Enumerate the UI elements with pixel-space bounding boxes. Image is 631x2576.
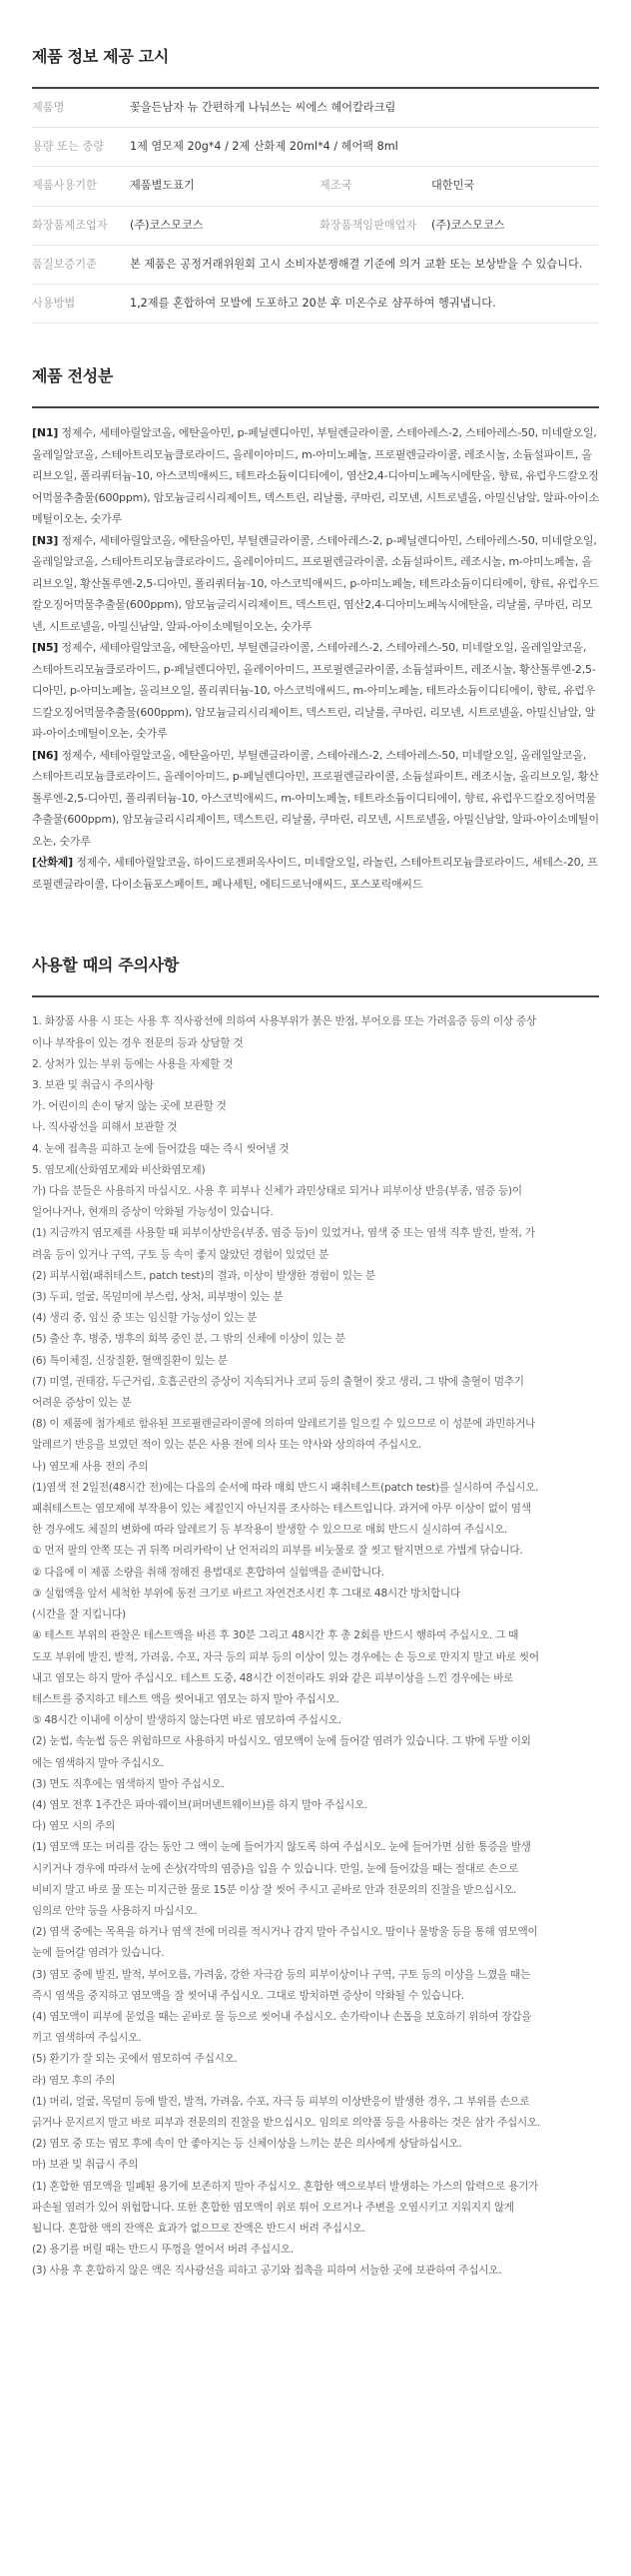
- caution-line: 가) 다음 분들은 사용하지 마십시오. 사용 후 피부나 신체가 과민상태로 되거나 피부이상 반응(부종, 염증 등)이: [32, 1185, 522, 1198]
- caution-line: 끼고 염색하여 주십시오.: [32, 2032, 142, 2045]
- info-label: 용량 또는 중량: [32, 128, 130, 167]
- caution-line: 나. 직사광선을 피해서 보관할 것: [32, 1121, 178, 1134]
- info-value: 1제 염모제 20g*4 / 2제 산화제 20ml*4 / 헤어팩 8ml: [130, 128, 599, 167]
- info-label: 화장품책임판매업자: [319, 206, 431, 245]
- ingredient-text: 정제수, 세테아릴알코올, 에탄올아민, 부틸렌글라이콜, 스테아레스-2, 스테아레스-50, 미네랄오일, 올레일알코올, 스테아트리모늄클로라이드, 올레이아미드, p-페닐렌디아민, 프로필렌글라이콜, 소듐설파이트, 레조시놀, 올리브오일, 황산톨루엔-2,5-디아민, 폴리쿼터늄-10, 아스코빅애씨드, m-아미노페놀, 테트라소듐이디티에이, 향료, 유럽우드칼오징어먹물추출물(600ppm), 암모늄글리시리제이트, 덱스트린, 리날룰, 쿠마린, 리모넨, 시트로넬올, 아밀신남알, 알파-아이소메틸이오논, 숫가루: [32, 748, 599, 848]
- info-label: 제조국: [319, 167, 431, 206]
- caution-line: 도포 부위에 발진, 발적, 가려움, 수포, 자극 등의 피부 등의 이상이 있는 경우에는 손 등으로 만지지 말고 바로 씻어: [32, 1650, 539, 1663]
- caution-line: (3) 두피, 얼굴, 목덜미에 부스럼, 상처, 피부병이 있는 분: [32, 1291, 284, 1304]
- caution-line: 테스트를 중지하고 테스트 액을 씻어내고 염모는 하지 말아 주십시오.: [32, 1692, 339, 1705]
- caution-line: 다) 염모 시의 주의: [32, 1820, 116, 1833]
- caution-line: 파손될 염려가 있어 위험합니다. 또한 혼합한 염모액이 위로 튀어 오르거나 주변을 오염시키고 지워지지 않게: [32, 2201, 514, 2214]
- caution-title: 사용할 때의 주의사항: [32, 956, 179, 975]
- ingredient-paragraph: [32, 745, 599, 853]
- caution-line: ② 다음에 이 제품 소량을 취해 정해진 용법대로 혼합하여 실험액을 준비합니다.: [32, 1566, 385, 1579]
- caution-line: 4. 눈에 접촉을 피하고 눈에 들어갔을 때는 즉시 씻어낼 것: [32, 1142, 290, 1155]
- info-row: [32, 88, 599, 128]
- ingredients-section: [32, 323, 599, 895]
- ingredient-tag: [N1]: [32, 426, 59, 440]
- caution-line: (1) 혼합한 염모액을 밀폐된 용기에 보존하지 말아 주십시오. 혼합한 액으로부터 발생하는 가스의 압력으로 용기가: [32, 2180, 539, 2193]
- caution-line: (7) 미열, 권태감, 두근거림, 호흡곤란의 증상이 지속되거나 코피 등의 출혈이 잦고 생리, 그 밖에 출혈이 멈추기: [32, 1375, 524, 1388]
- caution-line: 에는 염색하지 말아 주십시오.: [32, 1756, 165, 1769]
- caution-line: ⑤ 48시간 이내에 이상이 발생하지 않는다면 바로 염모하여 주십시오.: [32, 1714, 341, 1727]
- ingredient-paragraph: [32, 422, 599, 530]
- caution-line: 비비지 말고 바로 물 또는 미지근한 물로 15분 이상 잘 씻어 주시고 곧바로 안과 전문의의 진찰을 받으십시오.: [32, 1883, 517, 1896]
- caution-line: (1) 지금까지 염모제를 사용할 때 피부이상반응(부종, 염증 등)이 있었거나, 염색 중 또는 염색 직후 발진, 발적, 가: [32, 1227, 535, 1240]
- caution-line: (1) 머리, 얼굴, 목덜미 등에 발진, 발적, 가려움, 수포, 자극 등 피부의 이상반응이 발생한 경우, 그 부위를 손으로: [32, 2095, 530, 2108]
- caution-line: (8) 이 제품에 첨가제로 함유된 프로필렌글라이콜에 의하여 알레르기를 일으킬 수 있으므로 이 성분에 과민하거나: [32, 1418, 536, 1431]
- ingredients-list: [32, 406, 599, 895]
- product-info-table: [32, 87, 599, 323]
- caution-line: (1)염색 전 2일전(48시간 전)에는 다음의 순서에 따라 매회 반드시 패취테스트(patch test)를 실시하여 주십시오.: [32, 1481, 539, 1494]
- caution-line: (4) 염모 전후 1주간은 파마·웨이브(퍼머넨트웨이브)를 하지 말아 주십시오.: [32, 1798, 368, 1811]
- caution-line: (3) 사용 후 혼합하지 않은 액은 직사광선을 피하고 공기와 접촉을 피하여 서늘한 곳에 보관하여 주십시오.: [32, 2264, 502, 2277]
- caution-line: 마) 보관 및 취급시 주의: [32, 2159, 139, 2172]
- ingredient-paragraph: [32, 530, 599, 638]
- caution-line: 알레르기 반응을 보였던 적이 있는 분은 사용 전에 의사 또는 약사와 상의하여 주십시오.: [32, 1439, 421, 1452]
- caution-line: 됩니다. 혼합한 액의 잔액은 효과가 없으므로 잔액은 반드시 버려 주십시오.: [32, 2222, 365, 2235]
- info-label: 사용방법: [32, 285, 130, 323]
- caution-line: (2) 염모 중 또는 염모 후에 속이 안 좋아지는 등 신체이상을 느끼는 분은 의사에게 상담하십시오.: [32, 2138, 462, 2151]
- caution-line: 한 경우에도 체질의 변화에 따라 알레르기 등 부작용이 발생할 수 있으므로 매회 반드시 실시하여 주십시오.: [32, 1524, 508, 1537]
- caution-line: 5. 염모제(산화염모제와 비산화염모제): [32, 1163, 206, 1176]
- ingredient-paragraph: [32, 637, 599, 745]
- info-label: 제품명: [32, 88, 130, 128]
- info-value: 대한민국: [431, 167, 599, 206]
- caution-section: [32, 895, 599, 2281]
- caution-line: ④ 테스트 부위의 관찰은 테스트액을 바른 후 30분 그리고 48시간 후 총 2회를 반드시 행하여 주십시오. 그 때: [32, 1629, 519, 1642]
- ingredient-text: 정제수, 세테아릴알코올, 에탄올아민, 부틸렌글라이콜, 스테아레스-2, 스테아레스-50, 미네랄오일, 올레일알코올, 스테아트리모늄클로라이드, p-페닐렌디아민, 올레이아미드, 프로필렌글라이콜, 소듐설파이트, 레조시놀, 황산톨루엔-2,5-디아민, p-아미노페놀, 올리브오일, 폴리쿼터늄-10, 아스코빅애씨드, m-아미노페놀, 테트라소듐이디티에이, 향료, 유럽우드칼오징어먹물추출물(600ppm), 암모늄글리시리제이트, 덱스트린, 리날룰, 쿠마린, 리모넨, 시트로넬올, 아밀신남알, 알파-아이소메틸이오논, 숫가루: [32, 641, 596, 741]
- caution-line: ① 먼저 팔의 안쪽 또는 귀 뒤쪽 머리카락이 난 언저리의 피부를 비눗물로 잘 씻고 탈지면으로 가볍게 닦습니다.: [32, 1545, 523, 1558]
- caution-line: 1. 화장품 사용 시 또는 사용 후 직사광선에 의하여 사용부위가 붉은 반점, 부어오름 또는 가려움증 등의 이상 증상: [32, 1015, 536, 1028]
- caution-line: 나) 염모제 사용 전의 주의: [32, 1460, 149, 1473]
- caution-line: (5) 환기가 잘 되는 곳에서 염모하여 주십시오.: [32, 2053, 238, 2066]
- info-row: [32, 206, 599, 245]
- caution-line: 패취테스트는 염모제에 부작용이 있는 체질인지 아닌지를 조사하는 테스트입니다. 과거에 아무 이상이 없이 염색: [32, 1503, 531, 1516]
- info-label: 화장품제조업자: [32, 206, 130, 245]
- info-value: (주)코스모코스: [130, 206, 319, 245]
- ingredient-tag: [산화제]: [32, 856, 73, 870]
- info-label: 제품사용기한: [32, 167, 130, 206]
- ingredient-tag: [N6]: [32, 748, 59, 762]
- ingredient-tag: [N3]: [32, 533, 59, 547]
- caution-line: 일어나거나, 현재의 증상이 악화될 가능성이 있습니다.: [32, 1206, 274, 1219]
- caution-line: (2) 용기를 버릴 때는 반드시 뚜껑을 열어서 버려 주십시오.: [32, 2244, 294, 2256]
- info-value: (주)코스모코스: [431, 206, 599, 245]
- caution-line: (시간을 잘 지킵니다): [32, 1609, 126, 1621]
- info-value: 꽃을든남자 뉴 간편하게 나눠쓰는 씨에스 헤어칼라크림: [130, 88, 599, 128]
- ingredient-text: 정제수, 세테아릴알코올, 에탄올아민, p-페닐렌디아민, 부틸렌글라이콜, 스테아레스-2, 스테아레스-50, 미네랄오일, 올레일알코올, 스테아트리모늄클로라이드, 올레이아미드, m-아미노페놀, 프로필렌글라이콜, 레조시놀, 소듐설파이트, 올리브오일, 폴리쿼터늄-10, 아스코빅애씨드, 테트라소듐이디티에이, 염산2,4-디아미노페녹시에탄올, 향료, 유럽우드칼오징어먹물추출물(600ppm), 암모늄글리시리제이트, 덱스트린, 리날룰, 쿠마린, 리모넨, 시트로넬올, 아밀신남알, 알파-아이소메틸이오논, 숫가루: [32, 426, 599, 526]
- caution-line: (3) 염모 중에 발진, 발적, 부어오름, 가려움, 강한 자극감 등의 피부이상이나 구역, 구토 등의 이상을 느꼈을 때는: [32, 1968, 531, 1981]
- caution-line: 가. 어린이의 손이 닿지 않는 곳에 보관할 것: [32, 1100, 227, 1113]
- info-row: [32, 285, 599, 323]
- caution-line: 즉시 염색을 중지하고 염모액을 잘 씻어내 주십시오. 그대로 방치하면 증상이 악화될 수 있습니다.: [32, 1989, 464, 2002]
- caution-line: (2) 피부시험(패취테스트, patch test)의 결과, 이상이 발생한 경험이 있는 분: [32, 1269, 375, 1282]
- ingredient-text: 정제수, 세테아릴알코올, 에탄올아민, 부틸렌글라이콜, 스테아레스-2, p-페닐렌디아민, 스테아레스-50, 미네랄오일, 올레일알코올, 스테아트리모늄클로라이드, 올레이아미드, 프로필렌글라이콜, 소듐설파이트, 레조시놀, m-아미노페놀, 올리브오일, 황산톨루엔-2,5-디아민, 폴리쿼터늄-10, 아스코빅애씨드, p-아미노페놀, 테트라소듐이디티에이, 향료, 유럽우드칼오징어먹물추출물(600ppm), 암모늄글리시리제이트, 덱스트린, 염산2,4-디아미노페녹시에탄올, 리날룰, 쿠마린, 리모넨, 시트로넬올, 아밀신남알, 알파-아이소메틸이오논, 숫가루: [32, 533, 599, 633]
- info-value: 제품별도표기: [130, 167, 319, 206]
- caution-line: (2) 눈썹, 속눈썹 등은 위험하므로 사용하지 마십시오. 염모액이 눈에 들어갈 염려가 있습니다. 그 밖에 두발 이외: [32, 1735, 531, 1748]
- caution-line: 2. 상처가 있는 부위 등에는 사용을 자제할 것: [32, 1057, 234, 1070]
- caution-line: 이나 부작용이 있는 경우 전문의 등과 상담할 것: [32, 1036, 244, 1049]
- product-info-section: [32, 0, 599, 323]
- info-value: 1,2제를 혼합하여 모발에 도포하고 20분 후 미온수로 샴푸하여 헹궈냅니다.: [130, 285, 599, 323]
- caution-line: 눈에 들어갈 염려가 있습니다.: [32, 1947, 165, 1960]
- caution-line: (2) 염색 중에는 목욕을 하거나 염색 전에 머리를 적시거나 감지 말아 주십시오. 땀이나 물방울 등을 통해 염모액이: [32, 1926, 538, 1939]
- caution-line: 시키거나 경우에 따라서 눈에 손상(각막의 염증)을 입을 수 있습니다. 만일, 눈에 들어갔을 때는 절대로 손으로: [32, 1862, 518, 1875]
- caution-line: 내고 염모는 하지 말아 주십시오. 테스트 도중, 48시간 이전이라도 위와 같은 피부이상을 느낀 경우에는 바로: [32, 1671, 514, 1684]
- info-value: 본 제품은 공정거래위원회 고시 소비자분쟁해결 기준에 의거 교환 또는 보상받을 수 있습니다.: [130, 245, 599, 284]
- info-label: 품질보증기준: [32, 245, 130, 284]
- info-row: [32, 167, 599, 206]
- caution-list: [32, 995, 599, 2281]
- ingredient-tag: [N5]: [32, 641, 59, 655]
- info-row: [32, 245, 599, 284]
- caution-line: ③ 실험액을 앞서 세척한 부위에 동전 크기로 바르고 자연건조시킨 후 그대로 48시간 방치합니다: [32, 1587, 461, 1600]
- caution-line: (1) 염모액 또는 머리를 감는 동안 그 액이 눈에 들어가지 않도록 하여 주십시오. 눈에 들어가면 심한 통증을 발생: [32, 1841, 531, 1854]
- caution-line: (4) 염모액이 피부에 묻었을 때는 곧바로 물 등으로 씻어내 주십시오. 손가락이나 손톱을 보호하기 위하여 장갑을: [32, 2010, 532, 2023]
- caution-line: (6) 특이체질, 신장질환, 혈액질환이 있는 분: [32, 1354, 228, 1367]
- info-row: [32, 128, 599, 167]
- caution-line: (3) 면도 직후에는 염색하지 말아 주십시오.: [32, 1777, 225, 1790]
- caution-line: 3. 보관 및 취급시 주의사항: [32, 1079, 154, 1092]
- ingredients-title: 제품 전성분: [32, 366, 114, 386]
- product-info-title: 제품 정보 제공 고시: [32, 47, 170, 66]
- caution-line: 어려운 증상이 있는 분: [32, 1397, 132, 1410]
- caution-line: 긁거나 문지르지 말고 바로 피부과 전문의의 진찰을 받으십시오. 임의로 의약품 등을 사용하는 것은 삼가 주십시오.: [32, 2116, 541, 2129]
- caution-line: 려움 등이 있거나 구역, 구토 등 속이 좋지 않았던 경험이 있었던 분: [32, 1248, 328, 1261]
- ingredient-text: 정제수, 세테아릴알코올, 하이드로젠퍼옥사이드, 미네랄오일, 라놀린, 스테아트리모늄클로라이드, 세테스-20, 프로필렌글라이콜, 다이소듐포스페이트, 페나세틴, 에티드로닉애씨드, 포스포릭애씨드: [32, 856, 598, 891]
- caution-line: 라) 염모 후의 주의: [32, 2074, 116, 2087]
- ingredient-paragraph: [32, 852, 599, 895]
- caution-line: 임의로 안약 등을 사용하지 마십시오.: [32, 1904, 198, 1917]
- caution-line: (4) 생리 중, 임신 중 또는 임신할 가능성이 있는 분: [32, 1312, 258, 1325]
- caution-line: (5) 출산 후, 병중, 병후의 회복 중인 분, 그 밖의 신체에 이상이 있는 분: [32, 1333, 345, 1346]
